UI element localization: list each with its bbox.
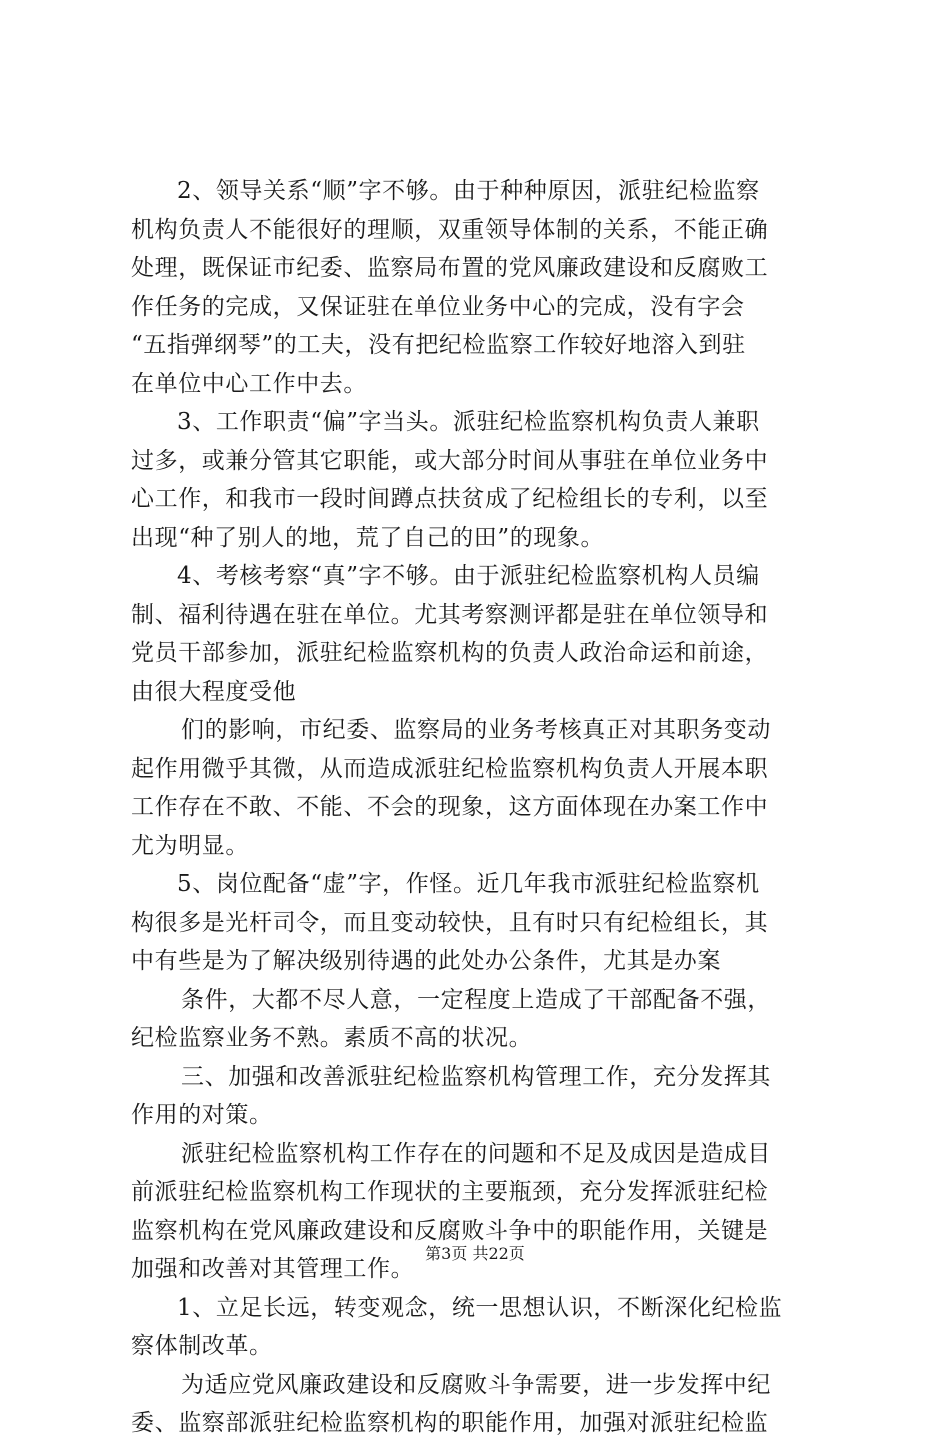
text-line: 监察机构在党风廉政建设和反腐败斗争中的职能作用，关键是 <box>131 1217 769 1244</box>
text-line: 2、领导关系“顺”字不够。由于种种原因，派驻纪检监察 <box>177 178 760 204</box>
text-line: 4、考核考察“真”字不够。由于派驻纪检监察机构人员编 <box>177 563 760 589</box>
text-line: 中有些是为了解决级别待遇的此处办公条件，尤其是办案 <box>131 948 721 974</box>
text-line: 出现“种了别人的地，荒了自己的田”的现象。 <box>131 524 605 551</box>
text-line: 委、监察部派驻纪检监察机构的职能作用，加强对派驻纪检监 <box>131 1410 769 1436</box>
text-line: 党员干部参加，派驻纪检监察机构的负责人政治命运和前途， <box>131 640 769 666</box>
text-line: 制、福利待遇在驻在单位。尤其考察测评都是驻在单位领导和 <box>131 601 769 628</box>
text-line: 为适应党风廉政建设和反腐败斗争需要，进一步发挥中纪 <box>181 1371 771 1398</box>
text-line: 1、立足长远，转变观念，统一思想认识，不断深化纪检监 <box>177 1294 783 1321</box>
text-line: 尤为明显。 <box>131 832 249 859</box>
text-line: “五指弹纲琴”的工夫，没有把纪检监察工作较好地溶入到驻 <box>131 332 746 358</box>
text-line: 5、岗位配备“虚”字，作怪。近几年我市派驻纪检监察机 <box>177 871 760 897</box>
text-line: 条件，大都不尽人意，一定程度上造成了干部配备不强， <box>181 986 771 1013</box>
text-line: 心工作，和我市一段时间蹲点扶贫成了纪检组长的专利，以至 <box>131 486 769 512</box>
page-footer <box>0 1244 950 1264</box>
text-line: 构很多是光杆司令，而且变动较快，且有时只有纪检组长，其 <box>131 909 769 936</box>
text-line: 工作存在不敢、不能、不会的现象，这方面体现在办案工作中 <box>131 794 769 820</box>
text-line: 起作用微乎其微，从而造成派驻纪检监察机构负责人开展本职 <box>131 755 769 782</box>
text-line: 3、工作职责“偏”字当头。派驻纪检监察机构负责人兼职 <box>177 409 760 435</box>
text-line: 前派驻纪检监察机构工作现状的主要瓶颈，充分发挥派驻纪检 <box>131 1179 769 1205</box>
page-number-label: 第3页 共22页 <box>425 1244 525 1263</box>
text-line: 作用的对策。 <box>131 1102 273 1128</box>
text-line: 由很大程度受他 <box>131 678 297 705</box>
text-line: 处理，既保证市纪委、监察局布置的党风廉政建设和反腐败工 <box>131 255 769 281</box>
text-line: 过多，或兼分管其它职能，或大部分时间从事驻在单位业务中 <box>131 447 769 474</box>
text-line: 们的影响，市纪委、监察局的业务考核真正对其职务变动 <box>181 717 771 743</box>
text-line: 加强和改善对其管理工作。 <box>131 1256 415 1282</box>
text-line: 作任务的完成，又保证驻在单位业务中心的完成，没有字会 <box>131 293 745 320</box>
text-line: 派驻纪检监察机构工作存在的问题和不足及成因是造成目 <box>181 1140 771 1167</box>
text-line: 三、加强和改善派驻纪检监察机构管理工作，充分发挥其 <box>181 1063 771 1090</box>
text-line: 机构负责人不能很好的理顺，双重领导体制的关系，不能正确 <box>131 216 769 243</box>
text-line: 在单位中心工作中去。 <box>131 370 367 397</box>
text-line: 纪检监察业务不熟。素质不高的状况。 <box>131 1025 533 1051</box>
text-line: 察体制改革。 <box>131 1333 273 1359</box>
